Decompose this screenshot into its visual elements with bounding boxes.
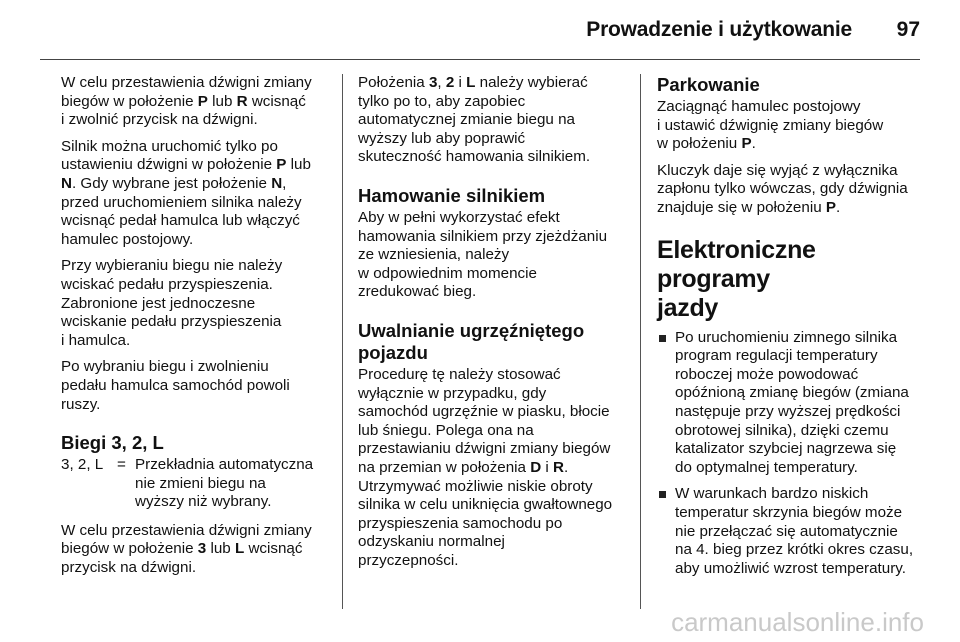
square-bullet-icon <box>659 335 666 342</box>
column-divider-1 <box>342 74 343 609</box>
list-item: Po uruchomieniu zimnego silnika program regulacji temperatury roboczej może powodować opóźnioną zmianę biegów (zmiana następuje przy wyższej prędkości obrotowej silnika), dzięki czemu katalizator szybciej nagrzewa się do optymalnej temperatury. <box>657 329 925 478</box>
paragraph: W celu przestawienia dźwigni zmiany biegów w położenie 3 lub L wcisnąć przycisk na dźwigni. <box>61 521 312 577</box>
list-item: W warunkach bardzo niskich temperatur skrzynia biegów może nie przełączać się automatycznie na 4. bieg przez krótki okres czasu, aby umożliwić wzrost temperatury. <box>657 485 925 578</box>
bullet-list <box>657 329 925 579</box>
definition-equals: = <box>117 456 126 474</box>
column-1 <box>61 74 329 586</box>
paragraph: Aby w pełni wykorzystać efekt hamowania silnikiem przy zjeżdżaniu ze wzniesienia, należy w odpowiednim momencie zredukować bieg. <box>358 208 608 301</box>
column-3 <box>657 74 925 586</box>
paragraph: Kluczyk daje się wyjąć z wyłącznika zapłonu tylko wówczas, gdy dźwignia znajduje się w położeniu P. <box>657 161 908 216</box>
section-heading: Uwalnianie ugrzęźniętego pojazdu <box>358 319 585 363</box>
column-divider-2 <box>640 74 641 609</box>
definition-text: Przekładnia automatyczna nie zmieni biegu na wyższy niż wybrany. <box>135 456 314 511</box>
section-heading: Parkowanie <box>657 74 760 95</box>
page-header <box>0 0 960 62</box>
paragraph: Przy wybieraniu biegu nie należy wciskać pedału przyspieszenia. Zabronione jest jednoczesne wciskanie pedału przyspieszenia i hamulca. <box>61 257 283 349</box>
paragraph: Procedurę tę należy stosować wyłącznie w przypadku, gdy samochód ugrzęźnie w piasku, błocie lub śniegu. Polega ona na przestawianiu dźwigni zmiany biegów na przemian w położenia D i R. Utrzymywać możliwie niskie obroty silnika w celu uniknięcia gwałtownego przyspieszenia samochodu po odzyskaniu normalnej przyczepności. <box>358 365 613 569</box>
section-heading: Hamowanie silnikiem <box>358 184 546 206</box>
section-heading: Biegi 3, 2, L <box>61 432 164 454</box>
paragraph: W celu przestawienia dźwigni zmiany biegów w położenie P lub R wcisnąć i zwolnić przycisk na dźwigni. <box>61 74 312 129</box>
paragraph: Silnik można uruchomić tylko po ustawieniu dźwigni w położenie P lub N. Gdy wybrane jest położenie N, przed uruchomieniem silnika należy wcisnąć pedał hamulca lub włączyć hamulec postojowy. <box>61 137 311 248</box>
paragraph: Po wybraniu biegu i zwolnieniu pedału hamulca samochód powoli ruszy. <box>61 358 290 413</box>
paragraph: Położenia 3, 2 i L należy wybierać tylko po to, aby zapobiec automatycznej zmianie biegu na wyższy lub aby poprawić skuteczność hamowania silnikiem. <box>358 74 591 166</box>
header-title: Prowadzenie i użytkowanie <box>586 18 852 41</box>
square-bullet-icon <box>659 491 666 498</box>
column-2 <box>358 74 626 578</box>
header-divider <box>40 59 920 60</box>
definition-row <box>61 456 329 512</box>
definition-term: 3, 2, L <box>61 456 104 474</box>
page-number: 97 <box>896 18 920 41</box>
watermark: carmanualsonline.info <box>671 607 924 637</box>
paragraph: Zaciągnąć hamulec postojowy i ustawić dźwignię zmiany biegów w położeniu P. <box>657 98 884 153</box>
chapter-heading: Elektroniczne programy jazdy <box>657 235 816 322</box>
